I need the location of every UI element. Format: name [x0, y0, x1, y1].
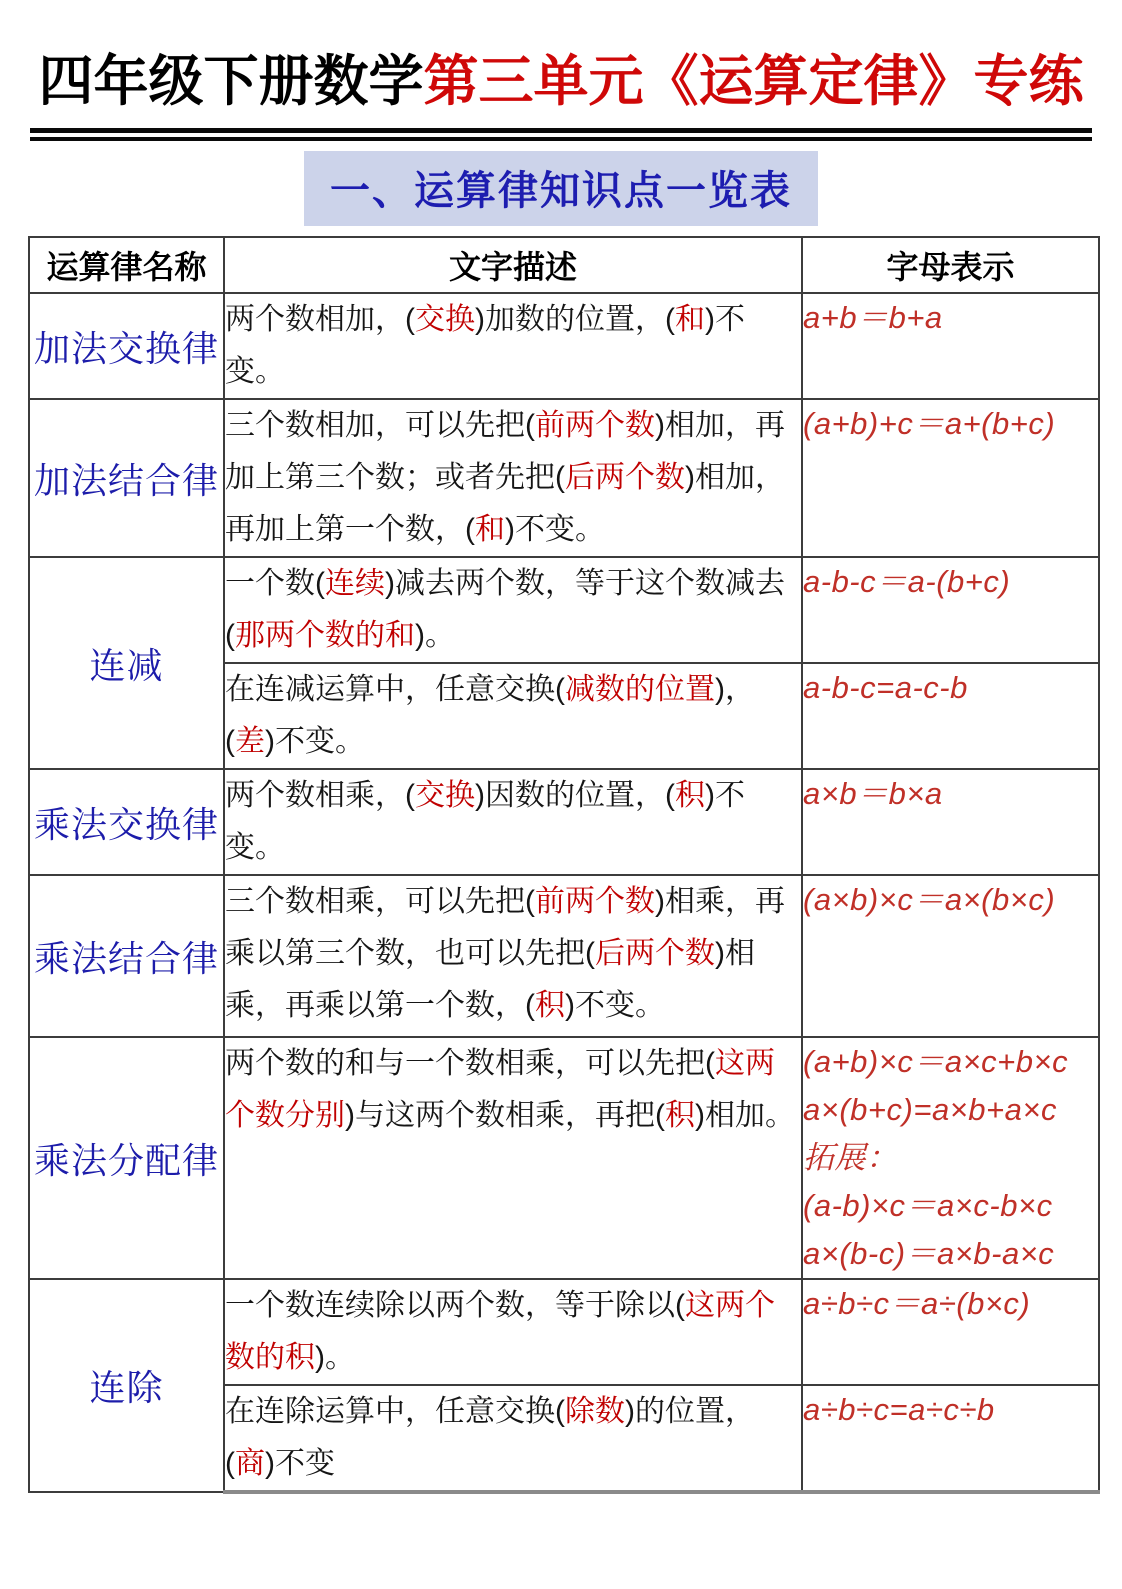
table-row-multiplication-distributive	[29, 1037, 1099, 1279]
operation-laws-table	[28, 236, 1100, 1494]
table-header-row	[29, 237, 1099, 293]
page-title	[0, 0, 1122, 114]
highlighted-keyword: 这两个数分别	[225, 1047, 775, 1132]
law-name-cell: 乘法分配律	[29, 1037, 224, 1279]
plain-text: )不变。	[265, 725, 365, 758]
formula-cell	[802, 399, 1099, 557]
law-description-cell	[224, 293, 802, 399]
plain-text: )因数的位置，(	[475, 779, 675, 812]
formula-line: 拓展：	[803, 1140, 898, 1175]
plain-text: )与这两个数相乘，再把(	[345, 1099, 665, 1132]
law-description-cell	[224, 1279, 802, 1385]
title-double-underline	[30, 128, 1092, 141]
plain-text: )。	[315, 1341, 355, 1374]
law-name-cell: 连除	[29, 1279, 224, 1492]
plain-text: )加数的位置，(	[475, 303, 675, 336]
table-row-serial-division-1	[29, 1279, 1099, 1385]
plain-text: )相乘，再乘以第一个数，(	[225, 937, 755, 1022]
plain-text: 两个数的和与一个数相乘，可以先把(	[225, 1047, 715, 1080]
formula-line: a-b-c=a-c-b	[803, 670, 968, 705]
law-description-cell	[224, 769, 802, 875]
formula-cell	[802, 1385, 1099, 1492]
highlighted-keyword: 前两个数	[535, 409, 655, 442]
formula-line: (a+b)×c＝a×c+b×c	[803, 1044, 1069, 1079]
law-name-cell: 连减	[29, 557, 224, 769]
formula-line: a+b＝b+a	[803, 300, 943, 335]
plain-text: )相加。	[694, 1099, 795, 1132]
formula-line: (a-b)×c＝a×c-b×c	[803, 1188, 1053, 1223]
law-description-cell	[224, 663, 802, 769]
highlighted-keyword: 除数	[565, 1395, 625, 1428]
highlighted-keyword: 后两个数	[595, 937, 715, 970]
section-heading-row	[0, 151, 1122, 226]
table-row-addition-commutative	[29, 293, 1099, 399]
highlighted-keyword: 和	[475, 513, 505, 546]
table-row-multiplication-associative	[29, 875, 1099, 1037]
highlighted-keyword: 交换	[415, 779, 475, 812]
plain-text: 三个数相乘，可以先把(	[225, 885, 535, 918]
plain-text: )相乘，再乘以第三个数，也可以先把(	[225, 885, 785, 970]
highlighted-keyword: 差	[235, 725, 265, 758]
highlighted-keyword: 连续	[325, 567, 385, 600]
formula-cell	[802, 769, 1099, 875]
highlighted-keyword: 这两个数的积	[225, 1289, 775, 1374]
highlighted-keyword: 前两个数	[535, 885, 655, 918]
law-description-cell	[224, 875, 802, 1037]
highlighted-keyword: 那两个数的和	[235, 619, 415, 652]
formula-cell	[802, 1279, 1099, 1385]
plain-text: )不变。	[225, 779, 745, 864]
table-row-addition-associative	[29, 399, 1099, 557]
highlighted-keyword: 和	[674, 303, 705, 336]
formula-line: (a×b)×c＝a×(b×c)	[803, 882, 1056, 917]
formula-line: a-b-c＝a-(b+c)	[803, 564, 1011, 599]
plain-text: )相加，再加上第一个数，(	[225, 461, 785, 546]
section-heading: 一、运算律知识点一览表	[304, 151, 818, 226]
formula-line: (a+b)+c＝a+(b+c)	[803, 406, 1056, 441]
plain-text: 在连除运算中，任意交换(	[225, 1395, 565, 1428]
plain-text: 一个数(	[225, 567, 325, 600]
plain-text: )不变	[265, 1447, 335, 1480]
law-name-cell: 乘法结合律	[29, 875, 224, 1037]
law-description-cell	[224, 399, 802, 557]
plain-text: 两个数相加，(	[225, 303, 415, 336]
plain-text: 一个数连续除以两个数，等于除以(	[225, 1289, 685, 1322]
formula-cell	[802, 557, 1099, 663]
formula-cell	[802, 875, 1099, 1037]
highlighted-keyword: 交换	[415, 303, 475, 336]
law-description-cell	[224, 1385, 802, 1492]
plain-text: )减去两个数，等于这个数减去(	[225, 567, 785, 652]
formula-cell	[802, 1037, 1099, 1279]
header-formula: 字母表示	[802, 237, 1099, 293]
highlighted-keyword: 积	[674, 779, 705, 812]
formula-line: a÷b÷c=a÷c÷b	[803, 1392, 995, 1427]
law-description-cell	[224, 557, 802, 663]
plain-text: 三个数相加，可以先把(	[225, 409, 535, 442]
law-name-cell: 乘法交换律	[29, 769, 224, 875]
highlighted-keyword: 积	[535, 989, 565, 1022]
formula-line: a×(b+c)=a×b+a×c	[803, 1092, 1057, 1127]
plain-text: )，(	[225, 673, 755, 758]
highlighted-keyword: 积	[664, 1099, 695, 1132]
law-description-cell	[224, 1037, 802, 1279]
plain-text: )相加，再加上第三个数；或者先把(	[225, 409, 785, 494]
highlighted-keyword: 商	[235, 1447, 265, 1480]
header-law-name: 运算律名称	[29, 237, 224, 293]
formula-cell	[802, 293, 1099, 399]
formula-line: a×b＝b×a	[803, 776, 943, 811]
page-title-black-part: 四年级下册数学	[38, 50, 424, 112]
formula-line: a×(b-c)＝a×b-a×c	[803, 1236, 1055, 1271]
formula-line: a÷b÷c＝a÷(b×c)	[803, 1286, 1031, 1321]
law-name-cell: 加法结合律	[29, 399, 224, 557]
plain-text: 在连减运算中，任意交换(	[225, 673, 565, 706]
formula-cell	[802, 663, 1099, 769]
table-row-multiplication-commutative	[29, 769, 1099, 875]
table-row-serial-subtraction-1	[29, 557, 1099, 663]
plain-text: )不变。	[505, 513, 605, 546]
plain-text: )不变。	[225, 303, 745, 388]
highlighted-keyword: 后两个数	[565, 461, 685, 494]
plain-text: )不变。	[565, 989, 665, 1022]
page-title-red-part: 第三单元《运算定律》专练	[423, 50, 1084, 112]
plain-text: )的位置，(	[225, 1395, 755, 1480]
law-name-cell: 加法交换律	[29, 293, 224, 399]
plain-text: )。	[415, 619, 455, 652]
plain-text: 两个数相乘，(	[225, 779, 415, 812]
highlighted-keyword: 减数的位置	[565, 673, 715, 706]
header-description: 文字描述	[224, 237, 802, 293]
